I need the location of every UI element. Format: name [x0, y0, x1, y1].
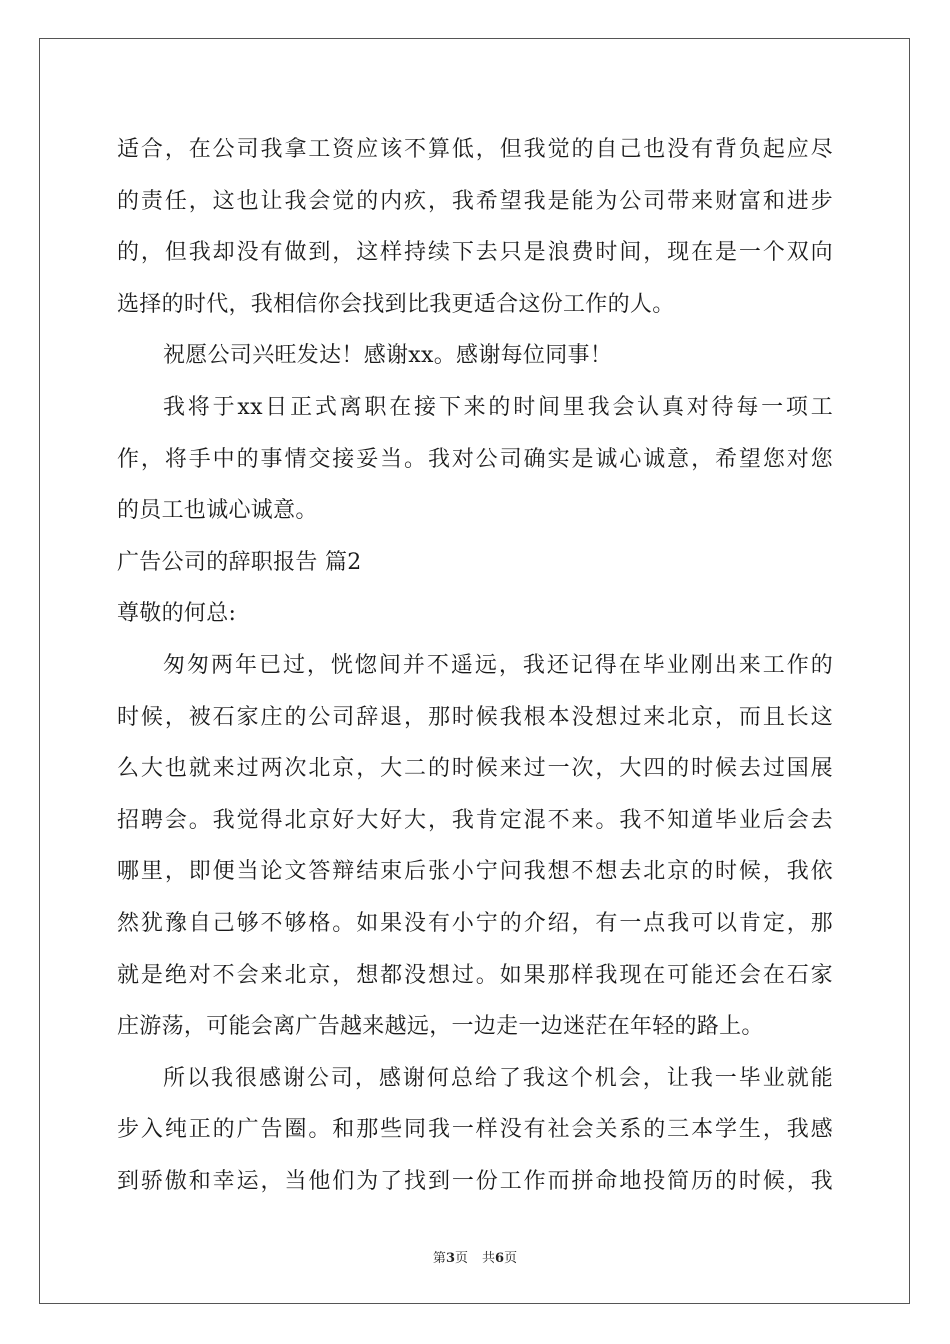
body-line: 我将于xx日正式离职在接下来的时间里我会认真对待每一项工	[163, 394, 833, 420]
body-line: 庄游荡，可能会离广告越来越远，一边走一边迷茫在年轻的路上。	[117, 1014, 764, 1040]
body-line: 所以我很感谢公司，感谢何总给了我这个机会，让我一毕业就能	[163, 1065, 833, 1091]
body-line: 适合，在公司我拿工资应该不算低，但我觉的自己也没有背负起应尽	[117, 137, 833, 162]
section-heading: 广告公司的辞职报告 篇2	[117, 549, 362, 575]
body-line: 招聘会。我觉得北京好大好大，我肯定混不来。我不知道毕业后会去	[117, 807, 833, 833]
page-footer	[0, 1247, 950, 1266]
body-line: 时候，被石家庄的公司辞退，那时候我根本没想过来北京，而且长这	[117, 704, 833, 730]
body-line: 匆匆两年已过，恍惚间并不遥远，我还记得在毕业刚出来工作的	[163, 652, 833, 678]
salutation: 尊敬的何总:	[117, 601, 237, 627]
body-line: 祝愿公司兴旺发达！感谢xx。感谢每位同事！	[163, 343, 613, 369]
body-line: 步入纯正的广告圈。和那些同我一样没有社会关系的三本学生，我感	[117, 1117, 833, 1143]
body-line: 选择的时代，我相信你会找到比我更适合这份工作的人。	[117, 291, 675, 317]
body-line: 作，将手中的事情交接妥当。我对公司确实是诚心诚意，希望您对您	[117, 446, 833, 472]
body-line: 然犹豫自己够不够格。如果没有小宁的介绍，有一点我可以肯定，那	[117, 910, 833, 936]
document-body	[117, 124, 833, 1207]
body-line: 就是绝对不会来北京，想都没想过。如果那样我现在可能还会在石家	[117, 962, 833, 988]
body-line: 的员工也诚心诚意。	[117, 498, 318, 524]
page-number: 第3页	[432, 1251, 468, 1266]
body-line: 的，但我却没有做到，这样持续下去只是浪费时间，现在是一个双向	[117, 240, 833, 266]
body-line: 的责任，这也让我会觉的内疚，我希望我是能为公司带来财富和进步	[117, 188, 833, 214]
page-total: 共6页	[482, 1251, 518, 1266]
body-line: 么大也就来过两次北京，大二的时候来过一次，大四的时候去过国展	[117, 756, 833, 782]
body-line: 到骄傲和幸运，当他们为了找到一份工作而拼命地投简历的时候，我	[117, 1168, 833, 1194]
body-line: 哪里，即便当论文答辩结束后张小宁问我想不想去北京的时候，我依	[117, 859, 833, 885]
